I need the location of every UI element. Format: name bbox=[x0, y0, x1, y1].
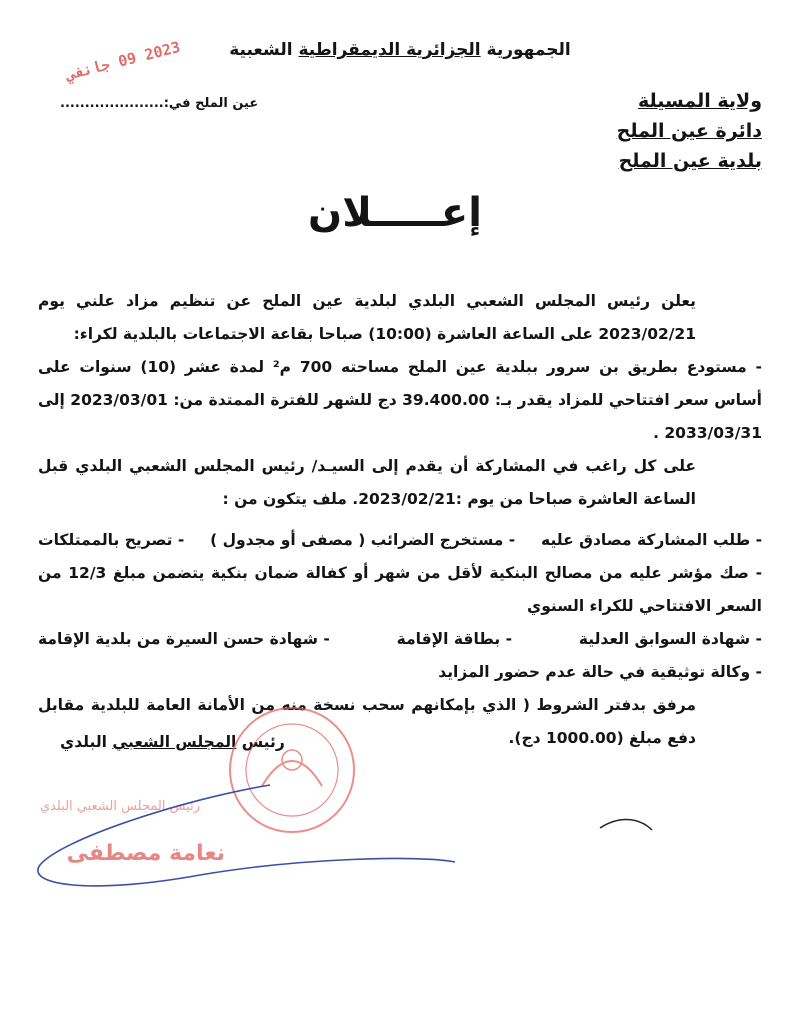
document-item: - طلب المشاركة مصادق عليه bbox=[541, 531, 762, 549]
announcement-body bbox=[38, 285, 762, 755]
document-item: - مستخرج الضرائب ( مصفى أو مجدول ) bbox=[210, 531, 516, 549]
documents-row-1 bbox=[38, 524, 762, 557]
bank-guarantee-item: - صك مؤشر عليه من مصالح البنكية لأقل من شهر أو كفالة ضمان بنكية يتضمن مبلغ 12/3 من السعر الافتتاحي للكراء السنوي bbox=[38, 564, 763, 615]
republic-popular: الشعبية bbox=[229, 40, 293, 60]
notarial-item: - وكالة توثيقية في حالة عدم حضور المزايد bbox=[438, 663, 762, 681]
stamp-caption: رئيس المجلس الشعبي البلدي bbox=[39, 799, 200, 814]
district-name: دائرة عين الملح bbox=[616, 120, 762, 142]
document-item: - تصريح بالممتلكات bbox=[38, 531, 185, 549]
documents-row-2 bbox=[38, 623, 762, 656]
warehouse-paragraph: - مستودع بطريق بن سرور ببلدية عين الملح مساحته 700 م² لمدة عشر (10) سنوات على أساس سعر افتتاحي للمزاد يقدر بـ: 39.400.00 دج للشهر للفترة الممتدة من: 2023/03/01 إلى 2033/03/31 . bbox=[38, 358, 762, 442]
signer-name: نعامة مصطفى bbox=[66, 841, 225, 866]
municipality-name: بلدية عين الملح bbox=[618, 150, 762, 172]
auction-paragraph: يعلن رئيس المجلس الشعبي البلدي لبلدية عين الملح عن تنظيم مزاد علني يوم 2023/02/21 على الساعة العاشرة (10:00) صباحا بقاعة الاجتماعات بالبلدية لكراء: bbox=[38, 292, 696, 343]
date-stamp: 2023 09 جانفي bbox=[63, 37, 183, 84]
administration-block bbox=[617, 86, 762, 176]
announcement-title: إعـــــلان bbox=[308, 190, 482, 236]
signature-stroke bbox=[600, 820, 652, 830]
republic-header bbox=[150, 40, 650, 60]
attachment-paragraph: مرفق بدفتر الشروط ( الذي بإمكانهم سحب نسخة منه من الأمانة العامة للبلدية مقابل دفع مبلغ (1000.00 دج). bbox=[38, 696, 696, 747]
province-name: ولاية المسيلة bbox=[638, 90, 762, 112]
document-item: - شهادة السوابق العدلية bbox=[578, 630, 762, 648]
signature-label-municipal: البلدي bbox=[60, 733, 107, 751]
signature-label-council: المجلس الشعبي bbox=[112, 733, 237, 751]
document-item: - بطاقة الإقامة bbox=[396, 630, 513, 648]
document-item: - شهادة حسن السيرة من بلدية الإقامة bbox=[38, 630, 330, 648]
participation-paragraph: على كل راغب في المشاركة أن يقدم إلى السيـد/ رئيس المجلس الشعبي البلدي قبل الساعة العاشرة صباحا من يوم :2023/02/21. ملف يتكون من : bbox=[38, 457, 696, 508]
official-stamp bbox=[230, 708, 354, 832]
signature-label-president: رئيس bbox=[241, 733, 285, 751]
republic-adjectives: الجزائرية الديمقراطية bbox=[298, 40, 481, 60]
city-date-line: عين الملح في:..................... bbox=[60, 96, 259, 111]
republic-word: الجمهورية bbox=[486, 40, 571, 60]
signature-stamp-area bbox=[0, 690, 790, 930]
